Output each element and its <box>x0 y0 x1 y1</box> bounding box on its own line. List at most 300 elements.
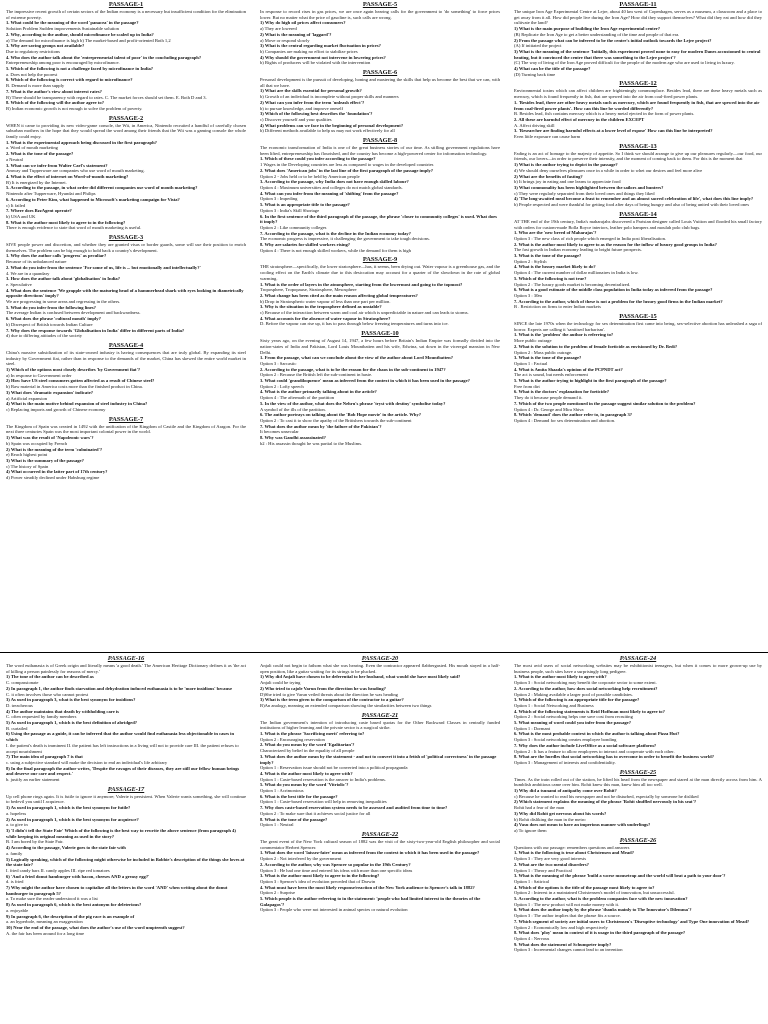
answer-text: Entrepreneurship among poor is encouraged by microfinance. <box>6 60 120 66</box>
passage-text: The Kingdom of Spain was created in 1492 with the unification of the Kingdom of Castile and the Kingdom of Aragon. For the next three centuries Spain was the most important colonial power in the world. <box>6 423 246 435</box>
question-text: 6. According to Peter Kim, what happened to Microsoft's marketing campaign for Vista? <box>6 196 180 202</box>
passage-text: China's massive subsidization of its state-owned industry is having consequences that are truly global. By expanding its steel industry by Government fiat, rather than in response to the demands of the market, China has skewed the entire world market in steel. <box>6 349 246 367</box>
question-text: 2. What change has been cited as the main reason affecting global temperatures? <box>260 292 418 298</box>
answer-text: Option 3 : They are very good interests <box>514 856 586 862</box>
question-text: 4. What is the author primarily talking about in the article? <box>260 389 377 395</box>
question-text: 5. Which of the following is not true? <box>514 275 587 281</box>
answer-text: d. is fried <box>6 879 24 885</box>
question-text: 2) In paragraph 1, the author finds starvation and dehydration induced euthanasia is to be 'more insidious' because <box>6 685 232 691</box>
question-text: 7. Which of the two people mentioned in the passage suggest similar solution to the problem? <box>514 400 696 406</box>
answer-text: Option 2 : Lofty speech <box>260 383 304 389</box>
answer-text: d) Power steadily declined under Habsburg regime <box>6 475 100 481</box>
question-text: 3. What is the author most likely to agree to in the following? <box>260 873 380 879</box>
question-text: 3) What is the meaning of the sentence 'Initially, this experiment proved none to easy for modern Danes accustomed to central heating, but it convinced the centre that there was something to the Lejre project'? <box>514 48 761 60</box>
passage-block <box>260 330 500 446</box>
question-text: 1. Who are the 'new breed of Maharajas'? <box>514 230 597 236</box>
question-text: 2. What do you infer from the sentence 'For some of us, life is ... but emotionally and intellectually?' <box>6 264 201 270</box>
passage-block <box>260 137 500 253</box>
passage-text: In response to record rises in gas prices, we are once again hearing calls for the government to 'do something' to force prices lower. But no matter what the price of gasoline is, such calls are wrong. <box>260 9 500 20</box>
answer-text: 4. We are in a quandary <box>6 270 50 276</box>
question-text: 3) 'I didn't tell the State Fair' Which of the following is the best way to rewrite the above sentence (from paragraph 4) while keeping its original meaning as used in the story? <box>6 827 236 839</box>
answer-text: Option 2 : Mass public outrage. <box>514 349 573 355</box>
question-text: 3) What commonality has been highlighted between the sailors and hunters? <box>514 184 664 190</box>
question-text: 2) How have US steel consumers gotten affected as a result of Chinese steel? <box>6 378 155 384</box>
answer-text: b) It brings joy in eating and one learns to appreciate food <box>514 179 621 185</box>
question-text: 2) What is the meaning of the term 'culminated'? <box>6 446 103 452</box>
answer-text: We are progressing in some areas and regressing in the others. <box>6 299 121 305</box>
answer-text: a. hopeless <box>6 810 27 816</box>
question-text: 3. What is the tone of the passage? <box>514 253 582 259</box>
answer-text: a. To make sure the reader understood it was a list <box>6 896 98 902</box>
passage-title: PASSAGE-4 <box>108 341 144 349</box>
question-text: 4. What does the sentence 'We grapple with the maturing head of a hammerhead shark with eyes looking in diametrically opposite directions' imply? <box>6 287 244 299</box>
question-text: 5. What meaning of word could you infer from the passage? <box>514 720 632 726</box>
answer-text: B. Demand is more than supply <box>6 83 65 89</box>
question-text: 4. What accounts for the absence of water vapour in Stratosphere? <box>260 315 391 321</box>
passage-block <box>514 211 762 310</box>
answer-text: Nintendo after Tupperware, Hyundai and Philips <box>6 191 96 197</box>
answer-text: Option 3 : India's Skill Shortage <box>260 207 320 213</box>
question-text: 3. Why is the situation in the troposphere defined as unstable? <box>260 304 382 310</box>
question-text: 8. Why are salaries for skilled workers rising? <box>260 242 351 248</box>
answer-text: Option 1 : The new product will not make money with it. <box>514 901 620 907</box>
answer-text: C. it often involves those who cannot protest <box>6 691 89 697</box>
passage-block <box>260 69 500 134</box>
question-text: 2. Why, according to the author, should microfinance be scaled up in India? <box>6 31 154 37</box>
question-text: 7. Why does caste-based reservation system needs to be assessed and audited from time to time? <box>260 805 448 811</box>
question-text: 2. What is the tone of the passage? <box>6 151 74 157</box>
question-text: 2. According to the author, how does social networking help recruitment? <box>514 685 658 691</box>
passage-block <box>260 655 500 709</box>
answer-text: Option 3 : People who were not interested in animal species or natural evolution <box>260 907 408 913</box>
passage-title: PASSAGE-16 <box>107 655 145 662</box>
question-text: 4) What problems can we face in the beginning of personal development? <box>260 122 404 128</box>
question-text: 8) As used in paragraph 6, which is the best antonym for deleterious? <box>6 902 142 908</box>
question-text: 8. What is the author most likely to agree to in the following? <box>6 219 126 225</box>
question-text: 3. How does the author talk about 'globalisation' in India? <box>6 276 121 282</box>
answer-text: b) Different methods available to help us may not work effectively for all <box>260 128 395 134</box>
answer-text: Option 1 : Reservation issue should not be converted into a political propaganda <box>260 765 408 771</box>
answer-text: a) In response to Government order <box>6 372 72 378</box>
passage-block <box>514 769 762 834</box>
question-text: 3. What is the meaning of the phrase 'build a worse mousetrap and the world will beat a path to your door'? <box>514 873 726 879</box>
question-text: 3. According to the passage, why India does not have enough skilled labour? <box>260 179 409 185</box>
question-text: 4) According to the passage, Valerie goes to the state fair with <box>6 845 126 851</box>
question-text: 6. What is the most probable context in which the author is talking about Pizza Hut? <box>514 731 680 737</box>
passage-text: THE stratosphere—specifically, the lower stratosphere—has, it seems, been drying out. Water vapour is a greenhouse gas, and the cooling effect on the Earth's climate due to this desiccation may account for a quarter of the slowdown in the rate of global warming. <box>260 264 500 281</box>
question-text: 4) The author maintains that death by withholding care is <box>6 708 119 714</box>
answer-text: b) USA and UK <box>6 213 36 219</box>
question-text: 1. 'Besides lead, there are other heavy metals such as mercury, which are found frequently in fish, that are spewed into the air from coal-fired power plants'. How can this line be worded differently? <box>514 99 760 111</box>
answer-text: a. Word of mouth marketing <box>6 145 58 151</box>
question-text: 6. The author portrays on talking about the 'Bob Hope movie' in the article. Why? <box>260 412 422 418</box>
question-text: 6. What does the phrase 'cultural mouth' imply? <box>6 316 101 322</box>
question-text: 3) Which of the following best describes the 'foundation'? <box>260 111 373 117</box>
question-text: 3) What is the term given to the comparison of the contractor to a guitar? <box>260 697 404 703</box>
answer-text: b) Spain was occupied by French <box>6 440 68 446</box>
answer-text: Option 2 : Interest in a maintained Christensen's model of innovation, but unsuccessful. <box>514 890 675 896</box>
question-text: 4. What is Amita Shaada's opinion of the PCPNDT act? <box>514 366 623 372</box>
question-text: 5. Which people is the author referring to in the statement: 'people who had limited interest in the theories of the Galapagos'? <box>260 896 481 907</box>
question-text: 1) The tone of the author can be described as <box>6 674 94 680</box>
question-text: 4. What is the effect of internet on Word-of-mouth marketing? <box>6 173 129 179</box>
question-text: 8. What is the tone of the passage? <box>260 816 328 822</box>
answer-text: b) Disrespect of British towards Indian Culture <box>6 321 93 327</box>
answer-text: c) Replacing imports and growth of Chinese economy <box>6 407 106 412</box>
passage-text: WHEN it came to providing its new video-game console, the Wii, in America, Nintendo recruited a handful of carefully chosen suburban mothers in the hope that they would spread the word among their friends that the Wii was a gaming console the whole family could enjoy. <box>6 122 246 140</box>
question-text: 1) As used in paragraph 1, which is the best synonym for futile? <box>6 805 131 811</box>
answer-text: a Neutral <box>6 156 23 162</box>
answer-text: More public outrage <box>514 338 552 344</box>
question-text: 6) Using the passage as a guide, it can be inferred that the author would find euthanasia less objectionable in cases in which <box>6 731 235 743</box>
answer-text: A symbol of the ills of the partition. <box>260 406 326 412</box>
question-text: 7. According to the passage, what is the decline in the Indian economy today? <box>260 230 411 236</box>
answer-text: b) Drop in Stratospheric water vapour of less than one part per million. <box>260 298 391 304</box>
answer-text: Option 2 : The luxury goods market is becoming decentralized. <box>514 281 631 287</box>
passage-title: PASSAGE-14 <box>619 210 657 218</box>
question-text: 6. What is the best title for the passage? <box>260 793 338 799</box>
answer-text: Option 2 : Making available a larger pool of possible candidates. <box>514 691 633 697</box>
answer-text: The economic progress is impressive, it challenging the government to take tough decisions. <box>260 236 430 242</box>
answer-text: B. Besides lead, fish contains mercury which is a heavy metal ejected in the form of power plants. <box>514 111 695 117</box>
answer-text: Option 1 : Satirical <box>514 878 550 884</box>
question-text: 5. What do you infer from the following lines? <box>6 304 96 310</box>
answer-text: Because of its unbalanced nature <box>6 259 67 265</box>
answer-text: B)An analogy, meaning an extended comparison showing the similarities between two things <box>260 702 432 708</box>
answer-text: B) There should be transparency with regard to rates. C. The market forces should set them. E. Both D and 3. <box>6 94 207 100</box>
question-text: 4. Which of the following statements is Reid Hoffman most likely to agree to? <box>514 708 665 714</box>
answer-text: Option 2 : Social networking helps one save cost from recruiting <box>514 714 633 720</box>
question-text: 2. What does 'American jobs' in the last line of the first paragraph of the passage imply? <box>260 167 434 173</box>
question-text: 8. Which 'demand' does the author refer to, in paragraph 3? <box>514 412 633 418</box>
answer-text: Option 3 : The new class of rich people which emerged in India post liberalisation. <box>514 235 667 241</box>
answer-text: c) Because of the interaction between warm and cool air which is unpredictable in nature and can leads to storms. <box>260 310 469 316</box>
answer-text: C. compassionate <box>6 680 39 686</box>
passage-text: Up cell phone rings again. It is futile to ignore it anymore; Valerie is persistent. When Valerie wants something, she will continue to bedevil you until I acquiesce. <box>6 793 246 805</box>
answer-text: Due to regulatory restrictions <box>6 48 60 54</box>
passage-block <box>514 80 762 139</box>
passage-title: PASSAGE-15 <box>619 313 657 321</box>
passage-title: PASSAGE-6 <box>362 69 398 77</box>
question-text: 3. What does the author mean by the statement - and not to convert it into a fetish of 'political correctness' in the passage imply? <box>260 753 497 765</box>
answer-text: There is enough evidence to state that word of mouth marketing is useful. <box>6 225 142 231</box>
question-text: 2) Which statement explains the meaning of the phrase 'Rohit shuffled nervously in his seat'? <box>514 799 697 805</box>
question-text: 2. According to the author, why was Spencer so popular in the 19th Century? <box>260 861 411 867</box>
answer-text: d) We should deny ourselves pleasures once in a while in order to whet our desires and feel more alive <box>514 167 703 173</box>
answer-text: Option 2 : To make sure that it achieves social justice for all <box>260 810 371 816</box>
question-text: 2) What is the meaning of 'laggard'? <box>260 31 332 37</box>
passage-title: PASSAGE-25 <box>619 768 657 776</box>
question-text: 3. What could 'grandiloquence' mean as inferred from the context in which it has been used in the passage? <box>260 378 470 384</box>
passage-text: Environmental toxins which can affect children are frighteningly commonplace. Besides lead, there are these heavy metals such as mercury, which is found frequently in fish, that are spewed into the air from coal-fired power plants. <box>514 88 762 100</box>
question-text: 3. Which of the following is an appropriate title for the passage? <box>514 697 640 703</box>
question-text: 2) As used in paragraph 1, which is the best synonym for acquiesce? <box>6 816 139 822</box>
answer-text: c) The history of Spain <box>6 463 49 469</box>
passage-text: AT THE end of the 19th century, India's maharajahs discovered a Parisian designer called Louis Vuitton and flooded his small factory with orders for custom-made Bolla Royce interiors, leather polo hampers and moulah polo club bags. <box>514 218 762 230</box>
answer-text: 1 Wages in the Developing countries are less as compared to wages in the developed countries <box>260 162 434 168</box>
question-text: 1. What could be the meaning of the word 'panacea' in the passage? <box>6 20 139 26</box>
question-text: 5. What do you mean by the word 'Vitriolic'? <box>260 782 349 788</box>
answer-text: Option 2 - Jobs held or to be held by American people <box>260 173 360 179</box>
answer-text: B. curtailed <box>6 725 28 731</box>
question-text: 2. According to the passage, what is to be the reason for the chaos in the sub-continent in 1947? <box>260 366 446 372</box>
answer-text: b. justify an earlier statement <box>6 777 60 783</box>
answer-text: (D) Turning back time <box>514 71 556 77</box>
answer-text: Option 2 : Encouraging reservation <box>260 736 325 742</box>
answer-text: Option 1 : Theory and Practical <box>514 867 572 873</box>
question-text: 2. What are the two mental disorders? <box>514 861 589 867</box>
question-text: 3) As used in paragraph 3, what is the best synonym for insidious? <box>6 697 136 703</box>
answer-text: Amway and Tupperware are companies who use word of mouth marketing. <box>6 168 145 174</box>
section-divider <box>0 652 768 653</box>
question-text: 3) Why did Rohit get nervous about his words? <box>514 810 607 816</box>
answer-text: a) To ignore them <box>514 827 547 833</box>
question-text: 4. What is the luxury market likely to do? <box>514 264 596 270</box>
question-text: 7. Why does the author include LiveOffice as a social software platform? <box>514 742 657 748</box>
question-text: 1. Why does the author calls 'progress' as peculiar? <box>6 253 107 259</box>
answer-text: b) Rights of producers will be violated with the intervention <box>260 60 371 66</box>
answer-text: (A) If initiated the project <box>514 43 562 49</box>
question-text: 6. What is a good estimate of the middle class population in India today as inferred from the passage? <box>514 287 713 293</box>
answer-text: Free from dirt <box>514 383 540 389</box>
passage-title: PASSAGE-8 <box>362 137 398 145</box>
answer-text: Option 1 : Caste-based reservation will help in removing inequalities <box>260 799 387 805</box>
answer-text: a. to give in <box>6 822 28 828</box>
question-text: 10) Near the end of the passage, what does the author's use of the word umpteenth suggest? <box>6 924 185 930</box>
question-text: 1. What is the following is true about Christensen and Mead? <box>514 850 635 856</box>
question-text: 4. What can you infer from the meaning of 'shifting' from the passage? <box>260 190 399 196</box>
question-text: 3. Why are saving groups not available? <box>6 43 85 49</box>
question-text: 7. Why does the response towards 'Globalisation in India' differ in different parts of India? <box>6 327 185 333</box>
answer-text: Option 3 : Spencer's idea of evolution preceded that of Darwin <box>260 878 376 884</box>
question-text: 4) 'The long-awaited meal become a feast to remember and an almost sacred celebration of life', what does this line imply? <box>514 196 754 202</box>
question-text: 4. Who does the author talk about the 'entrepreneurial talent of poor' in the concluding paragraph? <box>6 54 202 60</box>
question-text: 8. What does 'ploy' mean in context of it is usage in the third paragraph of the passage? <box>514 930 686 936</box>
question-text: 7) The main idea of paragraph 7 is that <box>6 754 83 760</box>
question-text: 1. What is the 'problem' the author is referring to? <box>514 332 614 338</box>
answer-text: Option 2 : Economically low and high respectively <box>514 924 608 930</box>
passage-block <box>514 655 762 766</box>
answer-text: D. Before the vapour can rise up, it has to pass through below freezing temperatures and turns into ice. <box>260 321 449 327</box>
question-text: 4) What is the main motive behind expansion of steel industry in China? <box>6 401 148 407</box>
passage-title: PASSAGE-26 <box>619 836 657 844</box>
question-text: 8. What are the hurdles that social networking has to overcome in order to benefit the business world? <box>514 754 714 760</box>
answer-text: c) Discover yourself and your qualities <box>260 116 332 122</box>
passage-title: PASSAGE-11 <box>619 1 657 8</box>
answer-text: Option 4 : There is not enough skilled workers, while the demand for them is high <box>260 247 411 253</box>
passage-text: Questions with our passage: remembers questions and answers <box>514 844 630 850</box>
answer-text: d) due to differing attitudes of the society <box>6 333 83 339</box>
answer-text: Characterized by belief in the equality of all people <box>260 748 355 754</box>
answer-text: Option 1 : Neutral <box>260 822 294 828</box>
question-text: 8. Which of the following will the author agree to? <box>6 100 104 106</box>
passage-block <box>260 712 500 828</box>
passage-text: The great event of the New York cultural season of 1882 was the visit of the sixty-two-year-old English philosopher and social commentator Herbert Spencer. <box>260 838 500 850</box>
passage-title: PASSAGE-1 <box>108 1 144 8</box>
passage-block <box>514 837 762 953</box>
passage-text: SIVE people power and discretion, and whether they are granted visas or border guards, some will use their position to enrich themselves. The problem can be big enough to hold back a country's development. <box>6 242 246 253</box>
answer-text: c. using a subjective standard will make the decision to end an individual's life arbitrary <box>6 759 168 765</box>
passage-title: PASSAGE-5 <box>362 1 398 8</box>
passage-title: PASSAGE-10 <box>361 330 399 338</box>
question-text: 1. What is the experimental approach being discussed in the first paragraph? <box>6 139 157 145</box>
passage-block <box>260 831 500 913</box>
question-text: 2. What is the author most likely to agree to as the reason for the inflow of luxury good groups in India? <box>514 241 717 247</box>
question-text: 5. Which of the following is not a challenge faced by microfinance in India? <box>6 66 154 72</box>
passage-text: SINCE the late 1970s when the technology for sex determination first came into being, sex-selective abortion has unleashed a saga of horror. Experts are calling it 'sanitised barbarism'. <box>514 321 762 332</box>
question-text: 7. What is the author's view about interest rates? <box>6 88 102 94</box>
answer-text: b2 : His assassin thought he was partial to the Muslims. <box>260 440 363 446</box>
question-text: 7) Why might the author have chosen to capitalize all the letters in the word 'AND' when writing about the donut hamburger in paragraph 5? <box>6 885 228 896</box>
answer-text: Option 4 : Maximum universities and colleges do not match global standards. <box>260 184 403 190</box>
answer-text: Option 2 : Because the British left the sub-continent in haste. <box>260 372 373 378</box>
question-text: 1) Why do high oil prices affect consumers? <box>260 20 346 26</box>
passage-title: PASSAGE-20 <box>361 655 399 662</box>
question-text: 1. What does the word 'laissez-faire' mean as inferred from the context in which it has been used in the passage? <box>260 850 480 856</box>
passage-block <box>514 143 762 208</box>
question-text: 5) As used in paragraph 1, which is the best definition of abridged? <box>6 720 138 726</box>
question-text: 2) From the passage what can be inferred to be the centre's initial outlook towards the Lejre project? <box>514 37 712 43</box>
passage-block <box>6 115 246 231</box>
answer-text: The average Indian is confused between development and backwardness. <box>6 310 141 316</box>
answer-text: b) People respected and were thankful for getting food after days of being hungry and also of being united with their loved ones <box>514 202 749 208</box>
answer-text: a. enjoyable <box>6 907 29 913</box>
question-text: 4) Vasu does not mean to have an imperious manner with underlings? <box>514 822 651 828</box>
lower-column-3 <box>514 654 762 1024</box>
question-text: 4. What must have been the most likely response/reaction of the New York audience to Spencer's talk in 1882? <box>260 884 475 890</box>
answer-text: Option 3 : Incremental changes cannot lead to an invention <box>514 947 623 953</box>
passage-block <box>514 1 762 77</box>
question-text: 4. Which of the options is the title of the passage most likely to agree to? <box>514 884 655 890</box>
answer-text: (B) Replicate the Iron Age to get a better understanding of the time and people of that era. <box>514 31 680 37</box>
answer-text: Option 1 : Social Networking and Business <box>514 702 594 708</box>
passage-title: PASSAGE-24 <box>619 655 657 662</box>
question-text: 1) Why did a tsunami of antipathy come over Rohit? <box>514 788 617 794</box>
answer-text: D)She tried to give Varun veiled threats about the direction he was heading <box>260 691 398 697</box>
answer-text: Option 1 : Dormant <box>514 725 551 731</box>
answer-text: Option 3 : Management of interests and confidentiality. <box>514 759 616 765</box>
answer-text: Option 3 : 30m <box>514 292 542 298</box>
question-text: 4) Why should the government not intervene in lowering prices? <box>260 54 386 60</box>
answer-text: I. fried candy bars II. candy apples III. ripe red tomatoes <box>6 867 110 873</box>
answer-text: Option 1 : Factual <box>514 360 548 366</box>
answer-text: Rohit had a fear of the man <box>514 805 565 811</box>
passage-block <box>6 416 246 481</box>
answer-text: a) The demand for microfinance is high b) The market-based and profit-oriented Both 1,2 <box>6 37 171 43</box>
question-text: 1) Which of the options most closely describes 'by Government fiat'? <box>6 367 141 373</box>
passage-block <box>6 1 246 112</box>
answer-text: Option 2 : Surprise <box>260 890 296 896</box>
passage-text: The impressive recent growth of certain sectors of the Indian economy is a necessary but insufficient condition for the elimination of extreme poverty. <box>6 9 246 20</box>
question-text: 2) What are the benefits of fasting? <box>514 173 583 179</box>
question-text: 2. All these are harmful effect of mercury in the children EXCEPT <box>514 116 645 122</box>
question-text: 3) What is the central regarding market fluctuation in prices? <box>260 43 381 49</box>
passage-block <box>260 256 500 327</box>
question-text: 4) What occurred in the latter part of 17th century? <box>6 469 108 475</box>
question-text: 5. In the view of the author, what does the Nehru's phrase 'tryst with destiny' symbolise today? <box>260 400 446 406</box>
answer-text: Option 2 : Not interfered by the government <box>260 856 342 862</box>
passage-title: PASSAGE-9 <box>362 256 398 264</box>
answer-text: Troposphere, Tropopause, Stratosphere, Mesosphere <box>260 287 357 293</box>
passage-title: PASSAGE-17 <box>107 785 145 793</box>
question-text: 2) Who tried to cajole Varun from the direction he was heading? <box>260 685 386 691</box>
question-text: 1) What is the author trying to depict in the passage? <box>514 162 618 168</box>
question-text: 6. Which of the following is correct with regard to microfinance? <box>6 77 133 83</box>
question-text: 8) In the final paragraph the author writes, 'Despite the ravages of their diseases, they are still our fellow human beings and deserve our care and respect.' <box>6 765 240 777</box>
question-text: 5. What is an appropriate title to the passage? <box>260 202 350 208</box>
answer-text: Option 1 : Caste-based reservation is the answer to India's problems. <box>260 776 386 782</box>
answer-text: A. Affect driving skill <box>514 122 555 128</box>
passage-block <box>260 1 500 66</box>
answer-text: a. family <box>6 850 23 856</box>
answer-text: B) It is energized by the Internet. <box>6 179 67 185</box>
passage-title: PASSAGE-21 <box>361 711 399 719</box>
question-text: 1) What is the main purpose of building the Iron Age experimental center? <box>514 26 661 32</box>
answer-text: e. Speculative <box>6 281 32 287</box>
question-text: 9. What does the statement of Schumpeter imply? <box>514 941 612 947</box>
question-text: 1) What are the skills essential for personal growth? <box>260 88 362 94</box>
answer-text: B . Restriction on firms to enter Indian markets <box>514 304 601 310</box>
answer-text: Option 3 : He had one time and entered his ideas with more than one specific ideas <box>260 867 413 873</box>
answer-text: c) It failed <box>6 202 26 208</box>
answer-text: e) Reach highest point <box>6 452 48 458</box>
question-text: 6. In the first sentence of the third paragraph of the passage, the phrase 'closer to community colleges' is used. What does it imply? <box>260 213 497 225</box>
passage-block <box>6 655 246 783</box>
answer-text: They do it because people demand it. <box>514 395 583 401</box>
passage-block <box>6 234 246 339</box>
answer-text: Option 3 : The author implies that the phrase fits a source. <box>514 913 621 919</box>
answer-text: D. treacherous <box>6 702 33 708</box>
question-text: 1. What is the order of layers in the atmosphere, starting from the lowermost and going to the topmost? <box>260 281 463 287</box>
passage-title: PASSAGE-2 <box>108 114 144 122</box>
question-text: 1) What was the result of 'Napoleonic wars'? <box>6 435 94 441</box>
answer-text: The act is sound, but needs enforcement <box>514 372 588 378</box>
upper-column-1 <box>6 0 246 652</box>
answer-text: The fast growth in Indian economy leading to bright future prospects. <box>514 247 642 253</box>
passage-title: PASSAGE-12 <box>619 80 657 88</box>
question-text: 3) What does 'dramatic expansion' indicate? <box>6 389 94 395</box>
answer-text: a. an hyperbole, meaning an exaggeration <box>6 919 83 925</box>
answer-text: a) Move or respond slowly <box>260 37 310 43</box>
passage-text: Personal development is the pursuit of developing, honing and mastering the skills that help us become the best that we can, with all that we have. <box>260 77 500 88</box>
answer-text: Option 3 : Sarcastic <box>260 360 297 366</box>
question-text: 4. What is the author most likely to agree with? <box>260 770 353 776</box>
question-text: 3. What is the tone of the passage? <box>514 355 582 361</box>
passage-text: The word euthanasia is of Greek origin and literally means 'a good death.' The American Heritage Dictionary defines it as 'the act of killing a person painlessly for reasons of mercy.' <box>6 663 246 674</box>
upper-column-3 <box>514 0 762 652</box>
passage-title: PASSAGE-22 <box>361 830 399 838</box>
question-text: 4) What can be the title of the passage? <box>514 66 591 72</box>
passage-text: Anjali could not begin to fathom what she was hearing. Even the contractor appeared flabbergasted. His mouth stayed in a half-open position, like a guitar waiting for its strings to be plucked. <box>260 663 500 674</box>
answer-text: A. the fair has been around for a long time <box>6 930 85 936</box>
answer-text: b) Raw material in America costs more than the finished product in China. <box>6 384 143 390</box>
question-text: 1) Why did Anjali have chosen to be deferential to her husband, what would she have most likely said? <box>260 674 461 680</box>
question-text: 7. According to the author, which of these is not a problem for the luxury good firms in the Indian market? <box>514 298 723 304</box>
question-text: 3) What is the summary of the passage? <box>6 457 84 463</box>
answer-text: b) Growth of an individual is incomplete without proper skills and manners <box>260 94 399 100</box>
passage-block <box>6 786 246 937</box>
answer-text: B. I am bored by the State Fair. <box>6 839 64 845</box>
answer-text: It becomes unsecular <box>260 429 299 435</box>
passage-title: PASSAGE-7 <box>108 415 144 423</box>
passage-title: PASSAGE-3 <box>108 234 144 242</box>
passage-text: The economic transformation of India is one of the great business stories of our time. As stifling government regulations have been lifted, entrepreneurship has flourished, and the country has become a high-powered center for information technology. <box>260 145 500 156</box>
answer-text: Anjali could be trying <box>260 680 301 686</box>
question-text: 5. What is the author trying to highlight in the first paragraph of the passage? <box>514 378 667 384</box>
answer-text: Even little exposure can cause harm <box>514 134 581 140</box>
question-text: 1. What is the author most likely to agree with? <box>514 674 607 680</box>
answer-text: Option 4 : The aftermath of the partition <box>260 395 335 401</box>
